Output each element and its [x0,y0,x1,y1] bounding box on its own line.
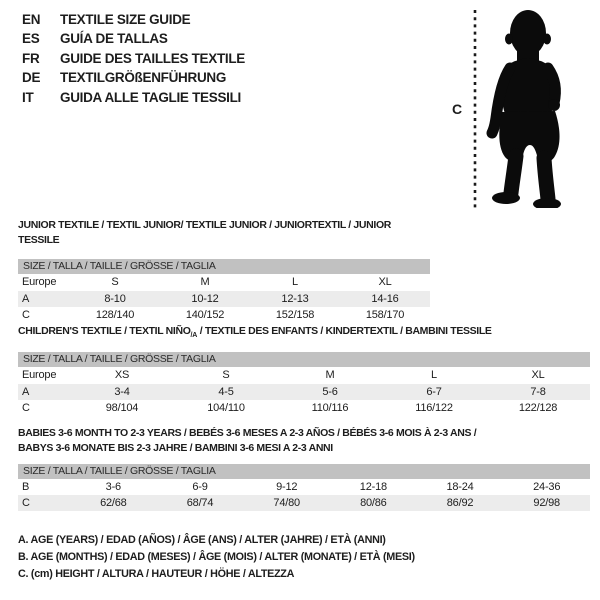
junior-size-table [18,259,430,323]
table-cell: 110/116 [311,402,349,415]
junior-table-title [18,218,430,248]
table-cell: 92/98 [533,497,560,509]
table-cell: 104/110 [207,402,245,415]
table-cell: 10-12 [191,293,219,305]
table-cell: 122/128 [518,402,558,415]
table-cell: 80/86 [360,497,387,509]
table-cell: 12-18 [359,481,387,493]
language-row [22,68,245,87]
subscript-text: /A [190,332,198,340]
table-cell: L [292,276,298,288]
children-table-title [18,324,590,343]
row-label: A [22,293,30,305]
row-label: C [22,309,30,321]
table-cell: M [200,276,210,288]
language-title: TEXTILGRÖßENFÜHRUNG [60,70,227,86]
table-cell: XS [114,369,130,382]
table-cell: 3-4 [114,386,130,399]
baby-silhouette [486,8,576,208]
table-cell: S [222,369,230,382]
table-cell: 98/104 [105,402,139,415]
language-title: TEXTILE SIZE GUIDE [60,12,191,27]
table-cell: 116/122 [415,402,453,415]
row-label: B [22,481,30,493]
table-cell: 7-8 [530,386,546,399]
table-cell: 8-10 [104,293,126,305]
row-label: Europe [22,369,57,382]
row-label: C [22,497,30,509]
row-label: Europe [22,276,57,288]
language-code: IT [22,89,34,105]
table-cell: 74/80 [273,497,300,509]
table-row [18,291,430,307]
babies-table-title [18,426,590,456]
table-cell: 4-5 [218,386,234,399]
language-code: DE [22,70,41,86]
table-cell: 3-6 [105,481,121,493]
language-code: ES [22,31,40,47]
children-size-table [18,352,590,416]
table-cell: 6-9 [192,481,208,493]
table-cell: 5-6 [322,386,338,399]
table-cell: 68/74 [186,497,214,509]
table-cell: 158/170 [365,309,405,321]
babies-size-table [18,464,590,511]
table-row [18,400,590,416]
table-cell: 140/152 [185,309,225,321]
table-cell: 6-7 [426,386,442,399]
junior-textile-section [18,218,430,323]
language-code: FR [22,50,40,66]
footnote-line: A. AGE (YEARS) / EDAD (AÑOS) / ÂGE (ANS) / ALTER (JAHRE) / ETÀ (ANNI) [18,534,386,546]
footnotes [18,532,415,584]
table-row [18,367,590,384]
row-label: A [22,386,30,399]
language-title: GUIDA ALLE TAGLIE TESSILI [60,89,241,105]
language-row [22,10,245,29]
table-cell: L [431,369,437,382]
language-code: EN [22,12,41,27]
size-header-band: SIZE / TALLA / TAILLE / GRÖSSE / TAGLIA [18,352,590,367]
table-cell: XL [378,276,392,288]
table-row [18,384,590,400]
language-row [22,29,245,48]
table-cell: 152/158 [275,309,315,321]
table-title-line: CHILDREN'S TEXTILE / TEXTIL $NIÑO_{/A}$ / TEXTILE DES ENFANTS / KINDERTEXTIL / BAMBINI TESSILE [18,325,492,340]
row-label: C [22,402,30,415]
language-row [22,49,245,68]
table-title-line: JUNIOR TEXTILE / TEXTIL JUNIOR/ TEXTILE JUNIOR / JUNIORTEXTIL / JUNIOR TESSILE [18,219,391,246]
language-row [22,88,245,107]
table-cell: 9-12 [276,481,298,493]
table-row [18,307,430,323]
table-row [18,495,590,511]
height-measure-label: C [452,101,463,117]
language-title: GUIDE DES TAILLES TEXTILE [60,50,246,66]
footnote-line: B. AGE (MONTHS) / EDAD (MESES) / ÂGE (MOIS) / ALTER (MONATE) / ETÀ (MESI) [18,551,415,564]
height-measure-line [471,8,479,212]
table-row [18,274,430,291]
table-cell: M [325,369,335,382]
table-cell: S [111,276,119,288]
size-header-band: SIZE / TALLA / TAILLE / GRÖSSE / TAGLIA [18,464,590,479]
size-header-band: SIZE / TALLA / TAILLE / GRÖSSE / TAGLIA [18,259,430,274]
table-row [18,479,590,495]
language-title: GUÍA DE TALLAS [60,31,168,47]
footnote-line: C. (cm) HEIGHT / ALTURA / HAUTEUR / HÖHE / ALTEZZA [18,568,295,581]
table-title-line: BABIES 3-6 MONTH TO 2-3 YEARS / BEBÉS 3-6 MESES A 2-3 AÑOS / BÉBÉS 3-6 MOIS À 2-3 ANS / [18,427,477,439]
table-cell: 62/68 [100,497,127,509]
babies-textile-section [18,426,590,511]
table-cell: XL [531,369,545,382]
language-title-list [22,10,245,107]
table-cell: 18-24 [446,481,474,493]
table-cell: 24-36 [533,481,561,493]
table-title-line: BABYS 3-6 MONATE BIS 2-3 JAHRE / BAMBINI 3-6 MESI A 2-3 ANNI [18,442,333,454]
table-cell: 128/140 [95,309,135,321]
children-textile-section [18,324,590,416]
table-cell: 14-16 [371,293,399,305]
table-cell: 12-13 [281,293,309,305]
table-cell: 86/92 [446,497,474,509]
